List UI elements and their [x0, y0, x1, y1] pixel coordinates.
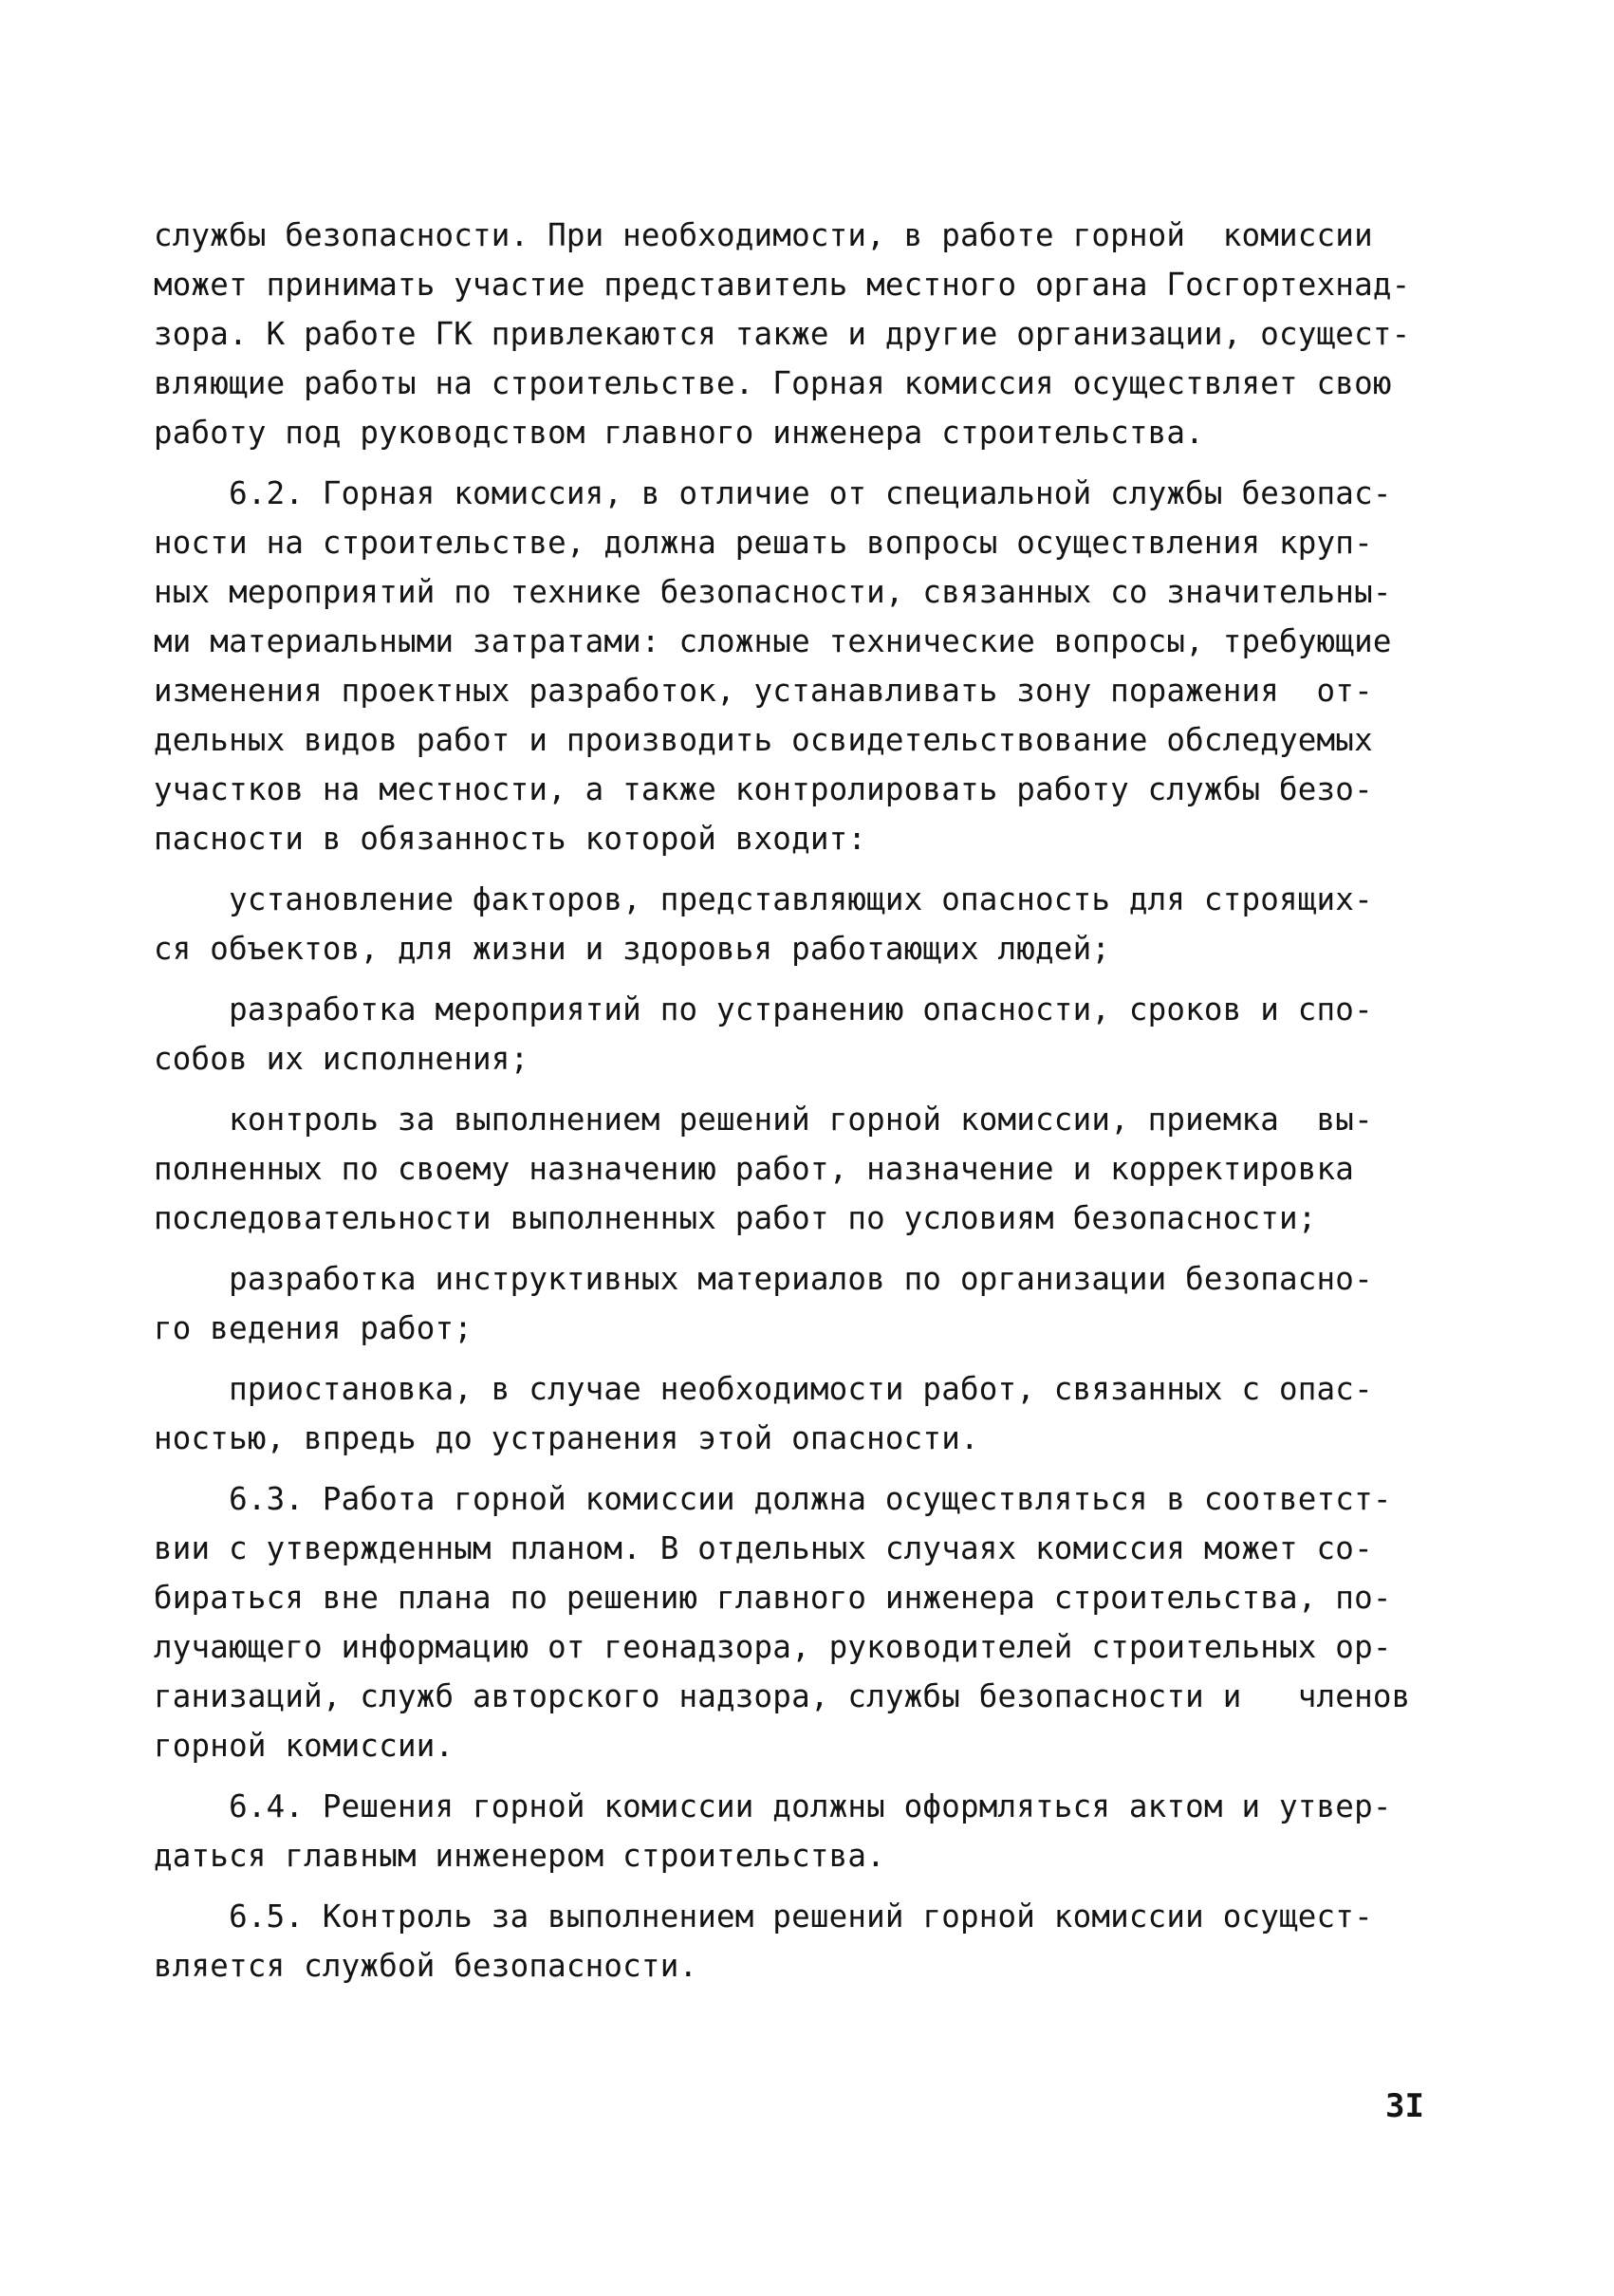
text-line: может принимать участие представитель местного органа Госгортехнад-: [154, 267, 1411, 303]
text-line: ся объектов, для жизни и здоровья работающих людей;: [154, 931, 1111, 967]
text-line: последовательности выполненных работ по условиям безопасности;: [154, 1200, 1317, 1236]
text-line: бираться вне плана по решению главного инженера строительства, по-: [154, 1580, 1392, 1616]
text-line: контроль за выполнением решений горной комиссии, приемка вы-: [154, 1102, 1373, 1138]
text-line: вляется службой безопасности.: [154, 1948, 698, 1984]
text-line: зора. К работе ГК привлекаются также и другие организации, осущест-: [154, 316, 1411, 352]
text-line: 6.3. Работа горной комиссии должна осуществляться в соответст-: [154, 1481, 1392, 1517]
text-line: 6.4. Решения горной комиссии должны оформляться актом и утвер-: [154, 1788, 1392, 1824]
text-line: установление факторов, представляющих опасность для строящих-: [154, 881, 1373, 917]
text-line: полненных по своему назначению работ, назначение и корректировка: [154, 1151, 1355, 1187]
text-line: пасности в обязанность которой входит:: [154, 821, 867, 857]
text-line: ностью, впредь до устранения этой опасности.: [154, 1420, 979, 1456]
text-line: ми материальными затратами: сложные технические вопросы, требующие: [154, 623, 1392, 659]
text-line: вии с утвержденным планом. В отдельных случаях комиссия может со-: [154, 1530, 1373, 1566]
text-line: 6.5. Контроль за выполнением решений горной комиссии осущест-: [154, 1898, 1373, 1935]
text-line: разработка мероприятий по устранению опасности, сроков и спо-: [154, 991, 1373, 1028]
text-line: ных мероприятий по технике безопасности, связанных со значительны-: [154, 574, 1392, 610]
text-line: горной комиссии.: [154, 1728, 455, 1764]
text-line: работу под руководством главного инженера строительства.: [154, 415, 1204, 451]
text-line: вляющие работы на строительстве. Горная комиссия осуществляет свою: [154, 365, 1392, 401]
text-line: дельных видов работ и производить освидетельствование обследуемых: [154, 722, 1373, 758]
text-line: приостановка, в случае необходимости работ, связанных с опас-: [154, 1371, 1373, 1407]
text-line: даться главным инженером строительства.: [154, 1838, 885, 1874]
page-number: 3I: [1385, 2087, 1424, 2125]
text-line: 6.2. Горная комиссия, в отличие от специальной службы безопас-: [154, 475, 1392, 511]
text-line: собов их исполнения;: [154, 1041, 529, 1077]
text-line: разработка инструктивных материалов по организации безопасно-: [154, 1261, 1373, 1297]
text-line: участков на местности, а также контролировать работу службы безо-: [154, 771, 1373, 807]
text-line: службы безопасности. При необходимости, в работе горной комиссии: [154, 217, 1373, 253]
text-line: ности на строительстве, должна решать вопросы осуществления круп-: [154, 525, 1373, 561]
text-line: ганизаций, служб авторского надзора, службы безопасности и членов: [154, 1678, 1411, 1714]
text-line: лучающего информацию от геонадзора, руководителей строительных ор-: [154, 1629, 1392, 1665]
text-line: изменения проектных разработок, устанавливать зону поражения от-: [154, 673, 1373, 709]
text-line: го ведения работ;: [154, 1310, 473, 1346]
